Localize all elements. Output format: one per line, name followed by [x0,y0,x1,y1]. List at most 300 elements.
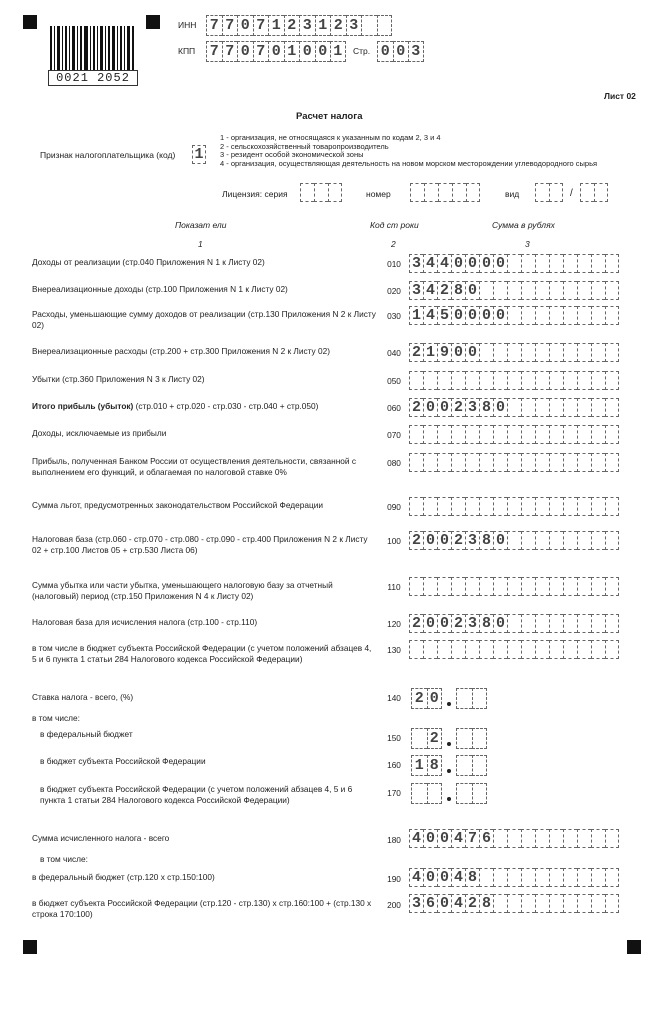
rate-including-label: в том числе: [32,713,80,723]
rate-integer-field-170[interactable] [411,783,442,804]
digit-cell [577,371,591,390]
row-label-020: Внереализационные доходы (стр.100 Приложения N 1 к Листу 02) [32,284,288,294]
digit-cell [507,531,521,550]
digit-cell [437,425,451,444]
digit-cell [456,728,472,749]
digit-cell [521,453,535,472]
digit-cell [377,15,393,36]
barcode-image [50,26,134,70]
digit-cell [451,425,465,444]
digit-cell [493,829,507,848]
license-series-label: Лицензия: серия [222,189,288,199]
row-value-field-040[interactable] [409,343,619,362]
barcode-number: 0021 2052 [48,70,138,86]
digit-cell: 0 [437,398,451,417]
digit-cell: 0 [423,829,437,848]
row-value-field-100[interactable] [409,531,619,550]
row-value-field-110[interactable] [409,577,619,596]
digit-cell [535,894,549,913]
digit-cell [605,453,619,472]
digit-cell [605,425,619,444]
digit-cell [427,783,443,804]
digit-cell [493,640,507,659]
digit-cell [437,453,451,472]
digit-cell [456,783,472,804]
calculated-label-200: в бюджет субъекта Российской Федерации (стр.120 - стр.130) х стр.160:100 + (стр.130 х строка 170:100) [32,898,372,919]
digit-cell: 0 [493,531,507,550]
digit-cell [493,577,507,596]
digit-cell [549,371,563,390]
digit-cell [605,868,619,887]
digit-cell [521,306,535,325]
decimal-point [447,742,451,746]
digit-cell: 3 [409,281,423,300]
digit-cell [465,453,479,472]
row-value-field-030[interactable] [409,306,619,325]
digit-cell [535,829,549,848]
rate-total-label: Ставка налога - всего, (%) [32,692,134,702]
digit-cell [563,371,577,390]
digit-cell [591,868,605,887]
digit-cell [577,281,591,300]
digit-cell [563,497,577,516]
digit-cell: 8 [479,614,493,633]
digit-cell: 2 [409,343,423,362]
digit-cell [535,453,549,472]
taxpayer-code-legend [220,134,597,169]
digit-cell [549,497,563,516]
digit-cell: 4 [451,829,465,848]
digit-cell [521,281,535,300]
digit-cell [479,497,493,516]
digit-cell [535,371,549,390]
digit-cell [479,425,493,444]
legend-item-2: 2 - сельскохозяйственный товаропроизводитель [220,141,389,151]
digit-cell [438,183,452,202]
digit-cell: 8 [479,894,493,913]
row-label-110: Сумма убытка или части убытка, уменьшающего налоговую базу за отчетный (налоговый) период (стр.150 Приложения N 4 к Листу 02) [32,580,333,601]
digit-cell: 4 [423,254,437,273]
row-value-field-090[interactable] [409,497,619,516]
digit-cell [507,894,521,913]
digit-cell [410,183,424,202]
page-label: Стр. [353,46,371,56]
digit-cell [535,254,549,273]
row-label-100: Налоговая база (стр.060 - стр.070 - стр.080 - стр.090 - стр.400 Приложения N 2 к Листу 02 + стр.100 Листов 05 + стр.530 Листа 06) [32,534,368,555]
digit-cell [493,868,507,887]
row-code-030: 030 [387,311,401,321]
row-code-090: 090 [387,502,401,512]
digit-cell: 0 [237,15,253,36]
digit-cell [451,640,465,659]
digit-cell [591,398,605,417]
digit-cell [411,783,427,804]
digit-cell: 0 [465,343,479,362]
digit-cell: 0 [479,254,493,273]
rate-label-170: в бюджет субъекта Российской Федерации (с учетом положений абзацев 4, 5 и 6 пункта 1 статьи 284 Налогового кодекса Российской Федерации) [40,784,353,805]
digit-cell [577,531,591,550]
digit-cell [456,755,472,776]
digit-cell [472,688,488,709]
digit-cell: 1 [411,755,427,776]
digit-cell [409,425,423,444]
digit-cell [465,640,479,659]
digit-cell [521,531,535,550]
digit-cell [605,281,619,300]
license-type-field-1[interactable] [535,183,563,202]
license-slash: / [570,188,573,199]
digit-cell [549,398,563,417]
digit-cell [577,577,591,596]
digit-cell [563,894,577,913]
digit-cell [451,371,465,390]
digit-cell: 0 [315,41,331,62]
row-code-040: 040 [387,348,401,358]
rate-fraction-field-140[interactable] [456,688,487,709]
row-value-field-050[interactable] [409,371,619,390]
taxpayer-code-field[interactable] [192,145,206,164]
calculated-code-200: 200 [387,900,401,910]
digit-cell: 0 [465,306,479,325]
digit-cell [549,453,563,472]
digit-cell [605,894,619,913]
digit-cell [507,371,521,390]
rate-integer-field-160[interactable] [411,755,442,776]
digit-cell [563,829,577,848]
rate-fraction-field-170[interactable] [456,783,487,804]
digit-cell [577,306,591,325]
digit-cell [409,497,423,516]
digit-cell [577,398,591,417]
column-number-3: 3 [525,239,530,249]
digit-cell [563,577,577,596]
digit-cell [605,614,619,633]
digit-cell [472,755,488,776]
digit-cell: 3 [409,894,423,913]
digit-cell [549,254,563,273]
row-label-040: Внереализационные расходы (стр.200 + стр.300 Приложения N 2 к Листу 02) [32,346,330,356]
digit-cell [535,577,549,596]
digit-cell [577,254,591,273]
digit-cell: 0 [423,614,437,633]
digit-cell [563,306,577,325]
digit-cell: 8 [479,531,493,550]
digit-cell: 7 [206,15,222,36]
digit-cell [328,183,342,202]
digit-cell [452,183,466,202]
digit-cell [507,453,521,472]
row-value-field-010[interactable] [409,254,619,273]
taxpayer-code-cell: 1 [192,145,206,164]
digit-cell [472,783,488,804]
digit-cell [577,640,591,659]
digit-cell: 0 [493,306,507,325]
rate-label-150: в федеральный бюджет [40,729,133,739]
digit-cell: 6 [479,829,493,848]
digit-cell [409,577,423,596]
digit-cell [549,343,563,362]
row-code-080: 080 [387,458,401,468]
digit-cell: 0 [437,829,451,848]
row-value-field-070[interactable] [409,425,619,444]
digit-cell: 4 [423,306,437,325]
digit-cell [493,894,507,913]
digit-cell: 3 [465,398,479,417]
digit-cell [465,497,479,516]
digit-cell [563,614,577,633]
digit-cell [507,497,521,516]
digit-cell [591,343,605,362]
digit-cell [535,640,549,659]
corner-marker-top-left [23,15,37,29]
digit-cell: 5 [437,306,451,325]
digit-cell [591,453,605,472]
digit-cell [451,577,465,596]
digit-cell [549,614,563,633]
inn-field[interactable] [206,15,392,36]
row-value-field-020[interactable] [409,281,619,300]
digit-cell: 1 [423,343,437,362]
decimal-point [447,769,451,773]
digit-cell [507,577,521,596]
digit-cell: 3 [409,254,423,273]
digit-cell [605,343,619,362]
digit-cell [493,453,507,472]
digit-cell [411,728,427,749]
row-value-field-060[interactable] [409,398,619,417]
digit-cell [577,868,591,887]
digit-cell [521,371,535,390]
digit-cell: 9 [437,343,451,362]
digit-cell [605,640,619,659]
digit-cell [605,497,619,516]
row-label-010: Доходы от реализации (стр.040 Приложения N 1 к Листу 02) [32,257,265,267]
rate-fraction-field-160[interactable] [456,755,487,776]
digit-cell [563,281,577,300]
row-code-010: 010 [387,259,401,269]
digit-cell [591,306,605,325]
digit-cell [507,640,521,659]
digit-cell [563,868,577,887]
digit-cell [591,254,605,273]
digit-cell: 2 [451,531,465,550]
row-label-090: Сумма льгот, предусмотренных законодательством Российской Федерации [32,500,323,510]
page-number-field[interactable] [377,41,424,62]
digit-cell [451,453,465,472]
kpp-label: КПП [178,46,196,56]
row-label-070: Доходы, исключаемые из прибыли [32,428,167,438]
digit-cell [437,371,451,390]
digit-cell: 7 [465,829,479,848]
row-label-060: Итого прибыль (убыток) (стр.010 + стр.020 - стр.030 - стр.040 + стр.050) [32,401,319,411]
digit-cell: 4 [451,868,465,887]
rate-code-140: 140 [387,693,401,703]
rate-code-150: 150 [387,733,401,743]
digit-cell [493,281,507,300]
digit-cell [465,577,479,596]
row-value-field-080[interactable] [409,453,619,472]
row-code-060: 060 [387,403,401,413]
digit-cell: 0 [437,868,451,887]
column-header-sums: Сумма в рублях [492,220,555,230]
digit-cell [577,343,591,362]
digit-cell: 1 [330,41,346,62]
digit-cell [465,371,479,390]
calculated-value-field-180[interactable] [409,829,619,848]
digit-cell [465,425,479,444]
digit-cell: 0 [437,894,451,913]
sheet-label: Лист 02 [604,91,636,101]
digit-cell [605,829,619,848]
digit-cell: 3 [346,15,362,36]
row-code-130: 130 [387,645,401,655]
digit-cell [591,371,605,390]
digit-cell: 4 [437,254,451,273]
digit-cell [409,640,423,659]
row-value-field-120[interactable] [409,614,619,633]
row-code-020: 020 [387,286,401,296]
digit-cell: 3 [299,15,315,36]
corner-marker-top-right [146,15,160,29]
digit-cell: 2 [330,15,346,36]
digit-cell [549,306,563,325]
digit-cell [591,497,605,516]
rate-integer-field-140[interactable] [411,688,442,709]
row-label-050: Убытки (стр.360 Приложения N 3 к Листу 02) [32,374,205,384]
row-label-bold: Итого прибыль (убыток) [32,401,134,411]
rate-integer-field-150[interactable] [411,728,442,749]
calculated-including-label: в том числе: [40,854,88,864]
digit-cell [437,497,451,516]
row-value-field-130[interactable] [409,640,619,659]
digit-cell: 0 [451,343,465,362]
digit-cell: 4 [451,894,465,913]
rate-fraction-field-150[interactable] [456,728,487,749]
digit-cell: 1 [268,15,284,36]
digit-cell [549,281,563,300]
digit-cell [549,577,563,596]
digit-cell: 2 [411,688,427,709]
digit-cell [507,425,521,444]
license-number-field[interactable] [410,183,480,202]
row-label-080: Прибыль, полученная Банком России от осуществления деятельности, связанной с выполнением его функций, и облагаемая по налоговой ставке 0% [32,456,356,477]
digit-cell [521,829,535,848]
digit-cell [549,425,563,444]
calculated-value-field-190[interactable] [409,868,619,887]
digit-cell [580,183,594,202]
digit-cell [451,497,465,516]
digit-cell [423,371,437,390]
digit-cell: 0 [377,41,393,62]
digit-cell [521,577,535,596]
digit-cell [479,343,493,362]
digit-cell [423,497,437,516]
digit-cell [591,614,605,633]
decimal-point [447,797,451,801]
digit-cell [521,894,535,913]
digit-cell: 0 [493,254,507,273]
digit-cell [605,577,619,596]
digit-cell [605,398,619,417]
digit-cell: 4 [409,868,423,887]
digit-cell: 0 [493,614,507,633]
rate-code-160: 160 [387,760,401,770]
decimal-point [447,702,451,706]
digit-cell: 2 [427,728,443,749]
digit-cell [493,425,507,444]
license-type-label: вид [505,189,520,199]
legend-item-1: 1 - организация, не относящаяся к указанным по кодам 2, 3 и 4 [220,133,441,142]
digit-cell [423,453,437,472]
kpp-field[interactable] [206,41,346,62]
digit-cell: 0 [493,398,507,417]
digit-cell: 7 [222,41,238,62]
corner-marker-bottom-right [627,940,641,954]
digit-cell [535,281,549,300]
digit-cell [314,183,328,202]
digit-cell: 2 [409,398,423,417]
digit-cell [605,531,619,550]
digit-cell: 8 [465,868,479,887]
digit-cell: 4 [423,281,437,300]
digit-cell [535,425,549,444]
column-number-1: 1 [198,239,203,249]
digit-cell [437,577,451,596]
digit-cell [493,497,507,516]
digit-cell [493,343,507,362]
digit-cell [577,829,591,848]
digit-cell: 2 [437,281,451,300]
digit-cell: 0 [299,41,315,62]
digit-cell: 0 [423,868,437,887]
digit-cell [507,306,521,325]
calculated-value-field-200[interactable] [409,894,619,913]
digit-cell: 1 [315,15,331,36]
digit-cell: 0 [479,306,493,325]
digit-cell: 0 [465,254,479,273]
digit-cell [563,254,577,273]
digit-cell [521,425,535,444]
digit-cell: 3 [408,41,424,62]
license-series-field[interactable] [300,183,342,202]
rate-label-160: в бюджет субъекта Российской Федерации [40,756,206,766]
calculated-code-190: 190 [387,874,401,884]
row-label-030: Расходы, уменьшающие сумму доходов от реализации (стр.130 Приложения N 2 к Листу 02) [32,309,376,330]
digit-cell: 7 [253,41,269,62]
row-code-100: 100 [387,536,401,546]
digit-cell: 8 [479,398,493,417]
digit-cell [563,453,577,472]
digit-cell [549,868,563,887]
calculated-label-180: Сумма исчисленного налога - всего [32,833,170,843]
row-code-120: 120 [387,619,401,629]
digit-cell: 0 [437,531,451,550]
digit-cell [563,425,577,444]
digit-cell [549,531,563,550]
digit-cell [361,15,377,36]
row-code-070: 070 [387,430,401,440]
digit-cell [479,868,493,887]
digit-cell [456,688,472,709]
digit-cell [549,183,563,202]
license-type-field-2[interactable] [580,183,608,202]
digit-cell [521,398,535,417]
digit-cell [605,254,619,273]
license-number-label: номер [366,189,391,199]
calculated-code-180: 180 [387,835,401,845]
digit-cell [479,640,493,659]
legend-item-3: 3 - резидент особой экономической зоны [220,150,364,160]
